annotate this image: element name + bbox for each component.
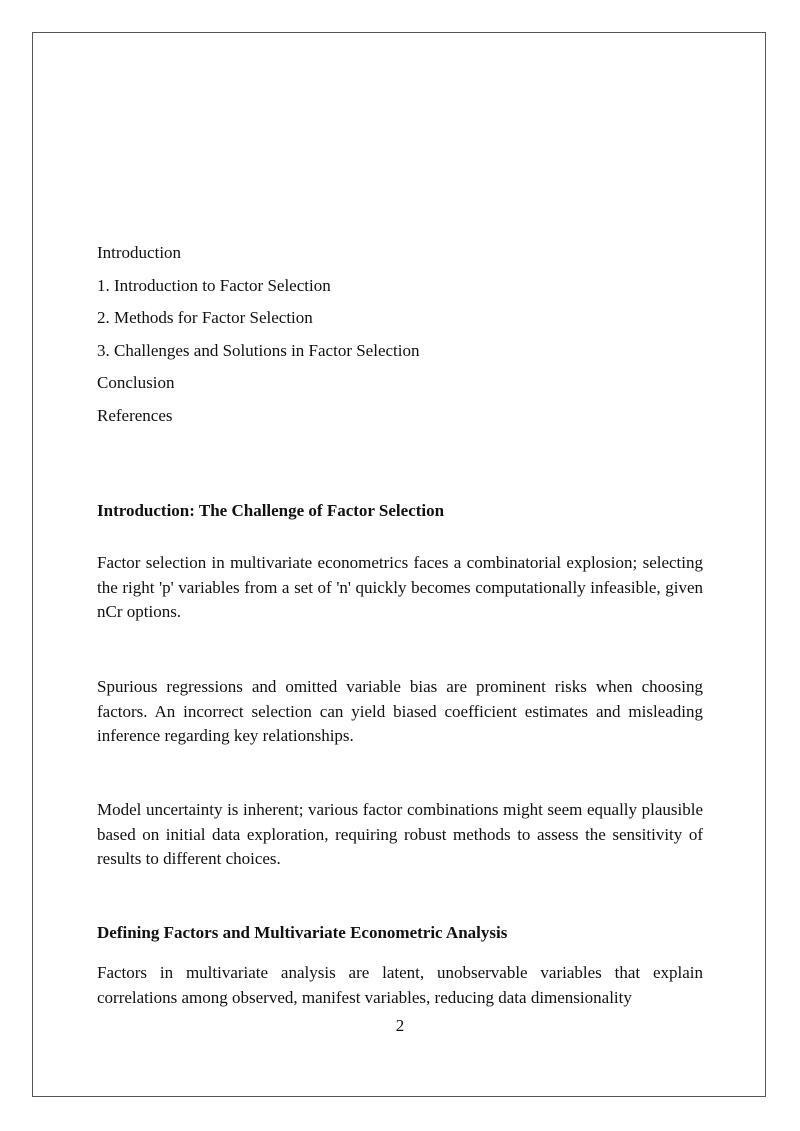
- toc-item-methods[interactable]: 2. Methods for Factor Selection: [97, 308, 313, 328]
- section-heading-introduction: Introduction: The Challenge of Factor Selection: [97, 501, 445, 520]
- section-heading-defining-factors: Defining Factors and Multivariate Econometric Analysis: [97, 923, 508, 942]
- paragraph-model-uncertainty: Model uncertainty is inherent; various factor combinations might seem equally plausible based on initial data exploration, requiring robust methods to assess the sensitivity of results to different choices.: [97, 800, 703, 868]
- toc-item-factor-selection-intro[interactable]: 1. Introduction to Factor Selection: [97, 275, 331, 295]
- toc-item-conclusion[interactable]: Conclusion: [97, 373, 175, 393]
- paragraph-combinatorial: Factor selection in multivariate econometrics faces a combinatorial explosion; selecting the right 'p' variables from a set of 'n' quickly becomes computationally infeasible, given nCr options.: [97, 553, 703, 621]
- paragraph-factors-definition: Factors in multivariate analysis are latent, unobservable variables that explain correlations among observed, manifest variables, reducing data dimensionality: [97, 963, 703, 1007]
- toc-item-references[interactable]: References: [97, 405, 173, 425]
- toc-item-challenges[interactable]: 3. Challenges and Solutions in Factor Selection: [97, 340, 420, 360]
- toc-item-introduction[interactable]: Introduction: [97, 243, 182, 262]
- table-of-contents: [97, 240, 703, 436]
- paragraph-spurious-regressions: Spurious regressions and omitted variable bias are prominent risks when choosing factors. An incorrect selection can yield biased coefficient estimates and misleading inference regarding key relationships.: [97, 677, 703, 745]
- page-number: 2: [395, 1016, 405, 1035]
